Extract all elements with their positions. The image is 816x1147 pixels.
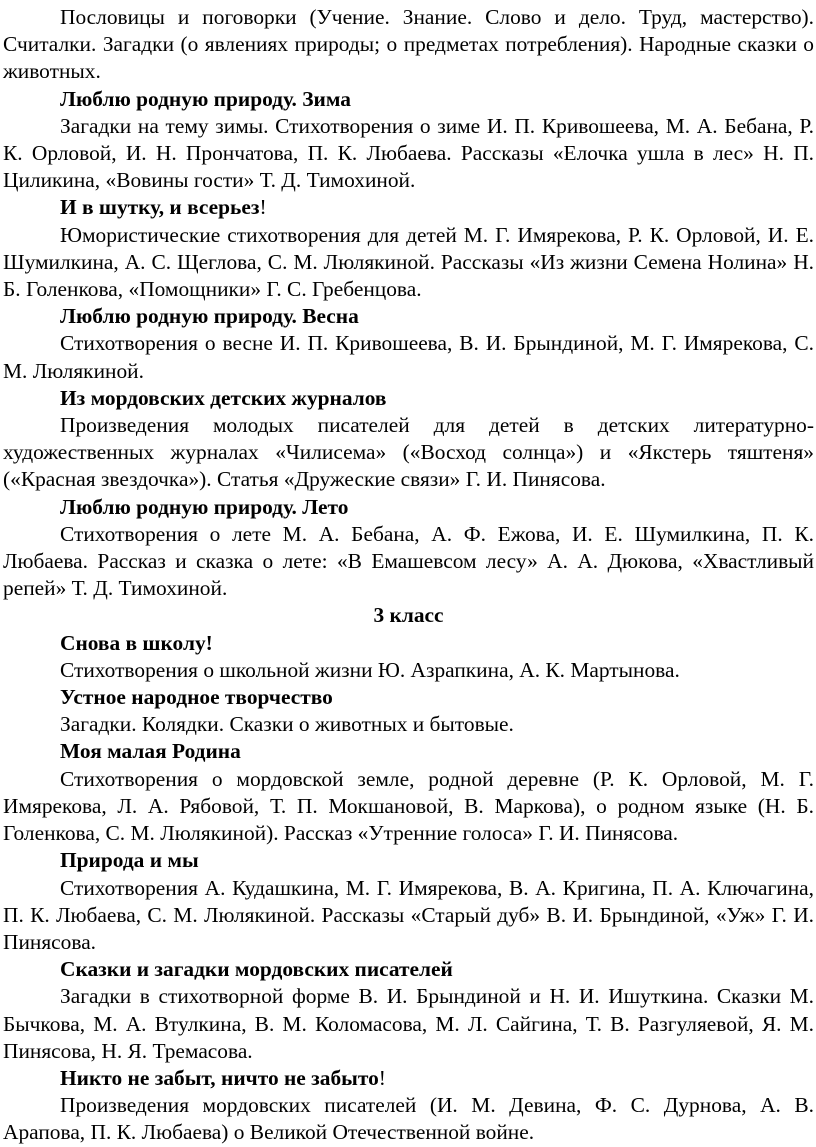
section-heading-spring: Люблю родную природу. Весна	[60, 304, 359, 329]
section-heading-summer: Люблю родную природу. Лето	[60, 494, 349, 519]
section-heading-homeland: Моя малая Родина	[60, 739, 241, 764]
paragraph-oral-folk: Загадки. Колядки. Сказки о животных и бытовые.	[60, 712, 514, 737]
paragraph-humor: Юмористические стихотворения для детей М. Г. Имярекова, Р. К. Орловой, И. Е. Шумилкина, А. С. Щеглова, С. М. Люлякиной. Рассказы «Из жизни Семена Нолина» Н. Б. Голенкова, «Помощники» Г. С. Гребенцова.	[3, 222, 814, 302]
paragraph-nature: Стихотворения А. Кудашкина, М. Г. Имярекова, В. А. Кригина, П. А. Ключагина, П. К. Любаева, С. М. Люлякиной. Рассказы «Старый дуб» В. И. Брындиной, «Уж» Г. И. Пинясова.	[3, 875, 814, 954]
paragraph-journals: Произведения молодых писателей для детей в детских литературно-художественных журналах «Чилисема» («Восход солнца») и «Якстерь тяштеня» («Красная звездочка»). Статья «Дружеские связи» Г. И. Пинясова.	[3, 413, 814, 492]
paragraph-homeland: Стихотворения о мордовской земле, родной деревне (Р. К. Орловой, М. Г. Имярекова, Л. А. Рябовой, Т. П. Мокшановой, В. Маркова), о родном языке (Н. Б. Голенкова, С. М. Люлякиной). Рассказ «Утренние голоса» Г. И. Пинясова.	[3, 766, 814, 846]
paragraph-folklore-genres: Пословицы и поговорки (Учение. Знание. Слово и дело. Труд, мастерство). Считалки. Загадки (о явлениях природы; о предметах потребления). Народные сказки о животных.	[3, 5, 814, 84]
section-heading-humor-tail: !	[259, 195, 267, 220]
section-heading-humor	[3, 194, 814, 221]
section-heading-tales-riddles: Сказки и загадки мордовских писателей	[60, 957, 453, 982]
section-heading-winter: Люблю родную природу. Зима	[60, 86, 351, 111]
section-heading-nature: Природа и мы	[60, 848, 199, 873]
section-heading-war-memory	[3, 1065, 814, 1092]
section-heading-humor-text: И в шутку, и всерьез	[60, 195, 260, 220]
paragraph-spring: Стихотворения о весне И. П. Кривошеева, В. И. Брындиной, М. Г. Имярекова, С. М. Люлякиной.	[3, 331, 814, 383]
paragraph-war-memory: Произведения мордовских писателей (И. М. Девина, Ф. С. Дурнова, А. В. Арапова, П. К. Любаева) о Великой Отечественной войне.	[3, 1093, 814, 1145]
section-heading-school: Снова в школу!	[60, 630, 213, 655]
section-heading-war-memory-tail: !	[378, 1065, 386, 1090]
paragraph-tales-riddles: Загадки в стихотворной форме В. И. Брындиной и Н. И. Ишуткина. Сказки М. Бычкова, М. А. Втулкина, В. М. Коломасова, М. Л. Сайгина, Т. В. Разгуляевой, Я. М. Пинясова, Н. Я. Тремасова.	[3, 984, 814, 1063]
grade-heading: 3 класс	[373, 603, 444, 628]
paragraph-winter: Загадки на тему зимы. Стихотворения о зиме И. П. Кривошеева, М. А. Бебана, Р. К. Орловой, И. Н. Прончатова, П. К. Любаева. Рассказы «Елочка ушла в лес» Н. П. Циликина, «Вовины гости» Т. Д. Тимохиной.	[3, 113, 814, 193]
paragraph-summer: Стихотворения о лете М. А. Бебана, А. Ф. Ежова, И. Е. Шумилкина, П. К. Любаева. Рассказ и сказка о лете: «В Емашевсом лесу» А. А. Дюкова, «Хвастливый репей» Т. Д. Тимохиной.	[3, 521, 814, 601]
section-heading-war-memory-text: Никто не забыт, ничто не забыто	[60, 1065, 379, 1090]
section-heading-oral-folk: Устное народное творчество	[60, 685, 333, 710]
section-heading-journals: Из мордовских детских журналов	[60, 385, 387, 410]
paragraph-school: Стихотворения о школьной жизни Ю. Азрапкина, А. К. Мартынова.	[60, 657, 680, 682]
